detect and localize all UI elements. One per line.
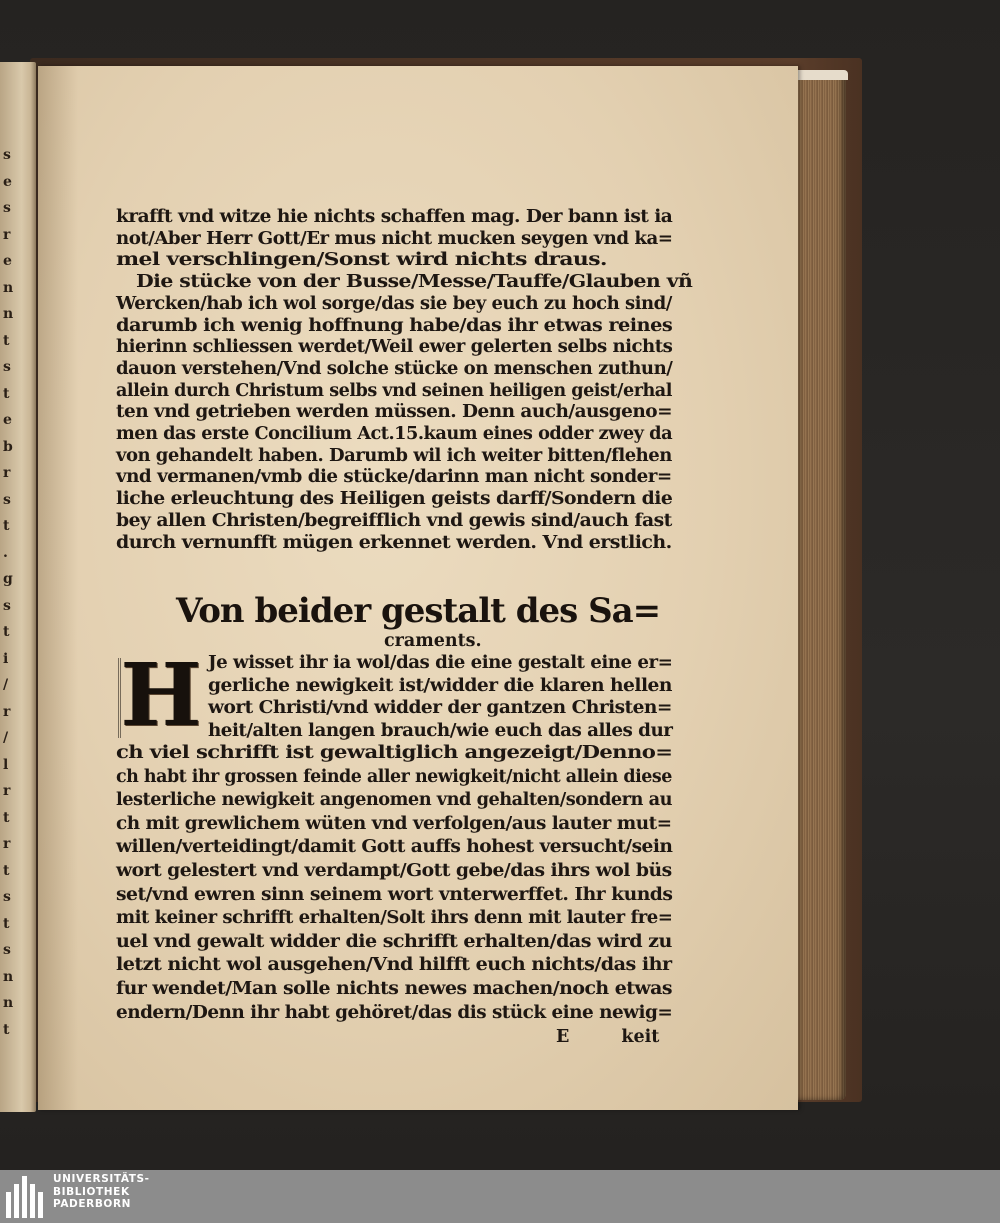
text-line: fur wendet/Man solle nichts newes machen/noch etwas bbox=[116, 979, 673, 999]
left-page-letter-fragment: t bbox=[3, 624, 10, 640]
left-page-letter-fragment: t bbox=[3, 385, 10, 402]
left-page-letter-fragment: t bbox=[3, 1021, 10, 1038]
text-line: Wercken/hab ich wol sorge/das sie bey euch zu hoch sind/ bbox=[116, 293, 672, 314]
left-page-letter-fragment: r bbox=[3, 836, 11, 852]
text-line: ch viel schrifft ist gewaltiglich angezeigt/Denno= bbox=[116, 743, 673, 763]
left-page-letter-fragment: s bbox=[3, 359, 11, 375]
left-page-letter-fragment: / bbox=[3, 677, 9, 693]
text-line: von gehandelt haben. Darumb wil ich weiter bitten/flehen bbox=[116, 445, 672, 466]
text-line: letzt nicht wol ausgehen/Vnd hilfft euch nichts/das ihr bbox=[116, 955, 672, 976]
left-page-letter-fragment: l bbox=[3, 756, 9, 773]
text-line: heit/alten langen brauch/wie euch das alles dur bbox=[208, 720, 673, 741]
left-page-letter-fragment: r bbox=[3, 226, 11, 243]
library-name bbox=[53, 1173, 150, 1211]
text-line: allein durch Christum selbs vnd seinen heiligen geist/erhal bbox=[116, 380, 672, 401]
left-page-letter-fragment: . bbox=[3, 544, 8, 561]
left-page-letter-fragment: s bbox=[3, 147, 11, 163]
left-facing-page-edge bbox=[0, 62, 36, 1112]
left-page-letter-fragment: s bbox=[3, 200, 11, 216]
text-line: vnd vermanen/vmb die stücke/darinn man nicht sonder= bbox=[116, 467, 672, 488]
catchword: keit bbox=[621, 1027, 660, 1047]
text-line: ten vnd getrieben werden müssen. Denn auch/ausgeno= bbox=[116, 402, 673, 423]
left-page-letter-fragment: e bbox=[3, 412, 12, 428]
left-page-letter-fragment: r bbox=[3, 783, 11, 799]
library-name-line-3: PADERBORN bbox=[53, 1198, 132, 1210]
text-line: bey allen Christen/begreifflich vnd gewis sind/auch fast bbox=[116, 510, 672, 531]
left-page-letter-fragment: t bbox=[3, 809, 10, 826]
left-page-letter-fragment: n bbox=[3, 968, 14, 985]
text-line: men das erste Concilium Act.15.kaum eines odder zwey da bbox=[116, 424, 673, 444]
fore-edge-top-leaf bbox=[792, 70, 848, 80]
signature-mark: E bbox=[556, 1027, 570, 1047]
text-line: durch vernunfft mügen erkennet werden. Vnd erstlich. bbox=[116, 532, 672, 553]
left-page-letter-fragment: e bbox=[3, 173, 12, 190]
left-page-letter-fragment: n bbox=[3, 279, 14, 296]
text-line: uel vnd gewalt widder die schrifft erhalten/das wird zu bbox=[116, 931, 672, 952]
text-line: darumb ich wenig hoffnung habe/das ihr etwas reines bbox=[116, 315, 673, 336]
left-page-letter-fragment: t bbox=[3, 915, 10, 932]
left-page-letter-fragment: g bbox=[3, 571, 13, 587]
text-line: lesterliche newigkeit angenomen vnd gehalten/sondern au bbox=[116, 790, 673, 811]
left-page-letter-fragment: b bbox=[3, 438, 13, 455]
left-page-letter-fragment: t bbox=[3, 862, 10, 879]
text-line: willen/verteidingt/damit Gott auffs hohest versucht/sein bbox=[116, 837, 673, 858]
text-line: ch habt ihr grossen feinde aller newigkeit/nicht allein diese bbox=[116, 766, 672, 787]
section-heading-continuation: craments. bbox=[384, 631, 482, 651]
left-page-letter-fragment: n bbox=[3, 306, 14, 322]
left-page-letter-fragment: n bbox=[3, 995, 14, 1011]
left-page-letter-fragment: / bbox=[3, 730, 9, 746]
text-line: ch mit grewlichem wüten vnd verfolgen/aus lauter mut= bbox=[116, 813, 672, 834]
text-line: krafft vnd witze hie nichts schaffen mag. Der bann ist ia bbox=[116, 207, 673, 227]
text-line: wort Christi/vnd widder der gantzen Christen= bbox=[208, 698, 672, 719]
text-line: gerliche newigkeit ist/widder die klaren hellen bbox=[208, 675, 672, 696]
left-page-letter-fragment: i bbox=[3, 650, 9, 667]
text-line: mel verschlingen/Sonst wird nichts draus. bbox=[116, 250, 607, 271]
text-line: not/Aber Herr Gott/Er mus nicht mucken seygen vnd ka= bbox=[116, 228, 673, 249]
left-page-letter-fragment: t bbox=[3, 518, 10, 534]
catchword-line bbox=[556, 1026, 659, 1048]
library-logo-icon bbox=[6, 1176, 48, 1218]
library-name-line-1: UNIVERSITÄTS- bbox=[53, 1173, 150, 1185]
text-line: mit keiner schrifft erhalten/Solt ihrs denn mit lauter fre= bbox=[116, 908, 673, 929]
text-line: endern/Denn ihr habt gehöret/das dis stück eine newig= bbox=[116, 1002, 673, 1023]
text-line: Die stücke von der Busse/Messe/Tauffe/Glauben vñ bbox=[136, 272, 693, 293]
text-line: set/vnd ewren sinn seinem wort vnterwerffet. Ihr kunds bbox=[116, 884, 673, 905]
left-page-letter-fragment: r bbox=[3, 465, 11, 481]
text-line: Je wisset ihr ia wol/das die eine gestalt eine er= bbox=[208, 653, 673, 673]
text-line: hierinn schliessen werdet/Weil ewer gelerten selbs nichts bbox=[116, 337, 673, 358]
text-line: liche erleuchtung des Heiligen geists darff/Sondern die bbox=[116, 489, 673, 510]
book-page bbox=[38, 66, 798, 1110]
left-page-letter-fragment: s bbox=[3, 491, 11, 508]
section-heading: Von beider gestalt des Sa= bbox=[176, 591, 661, 631]
left-page-letter-fragment: e bbox=[3, 253, 12, 269]
decorated-initial-letter: H bbox=[120, 645, 202, 746]
left-page-letter-fragment: s bbox=[3, 597, 11, 614]
library-name-line-2: BIBLIOTHEK bbox=[53, 1185, 130, 1198]
left-page-letter-fragment: r bbox=[3, 703, 11, 720]
text-line: dauon verstehen/Vnd solche stücke on menschen zuthun/ bbox=[116, 358, 673, 379]
left-page-letter-fragment: s bbox=[3, 942, 11, 958]
text-line: wort gelestert vnd verdampt/Gott gebe/das ihrs wol büs bbox=[116, 861, 672, 881]
library-footer-bar bbox=[0, 1170, 1000, 1223]
left-page-letter-fragment: t bbox=[3, 332, 10, 349]
left-page-letter-fragment: s bbox=[3, 889, 11, 905]
